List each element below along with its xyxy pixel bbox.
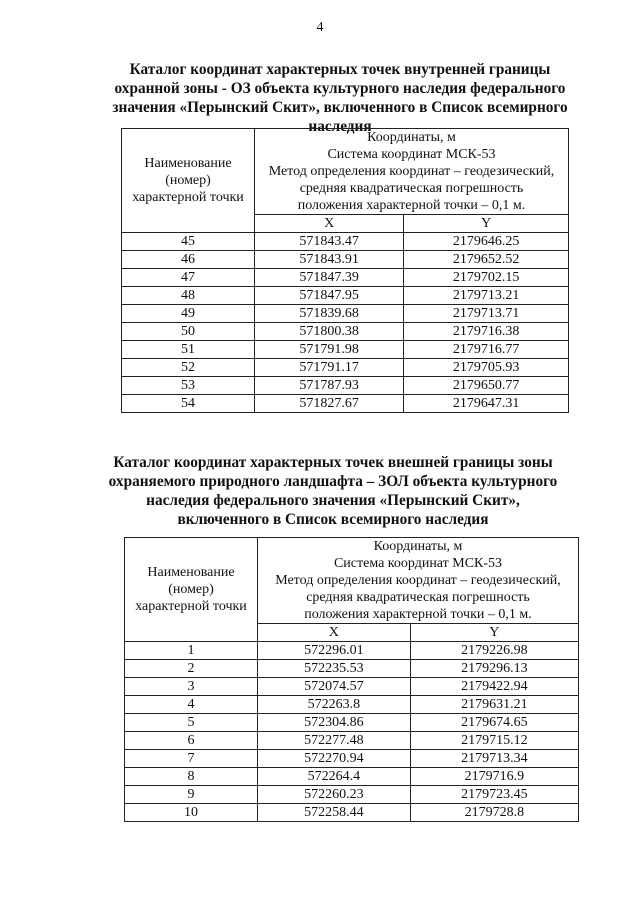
x-coordinate-cell: 571827.67 xyxy=(255,395,404,413)
y-coordinate-cell: 2179631.21 xyxy=(410,696,578,714)
point-number-cell: 5 xyxy=(125,714,258,732)
y-coordinate-cell: 2179713.34 xyxy=(410,750,578,768)
x-coordinate-cell: 572235.53 xyxy=(258,660,411,678)
x-coordinate-cell: 572260.23 xyxy=(258,786,411,804)
table-row xyxy=(122,377,569,395)
point-number-cell: 53 xyxy=(122,377,255,395)
coordinates-table-inner-zone xyxy=(121,128,569,413)
point-number-cell: 9 xyxy=(125,786,258,804)
point-name-header-line: (номер) xyxy=(165,173,211,188)
point-name-header-line: (номер) xyxy=(168,582,214,597)
x-coordinate-cell: 571843.47 xyxy=(255,233,404,251)
x-coordinate-cell: 572270.94 xyxy=(258,750,411,768)
y-coordinate-cell: 2179650.77 xyxy=(404,377,569,395)
x-coordinate-cell: 572264.4 xyxy=(258,768,411,786)
x-coordinate-cell: 571843.91 xyxy=(255,251,404,269)
y-coordinate-cell: 2179716.77 xyxy=(404,341,569,359)
coordinates-header-line: положения характерной точки – 0,1 м. xyxy=(304,607,532,622)
y-header: Y xyxy=(404,215,569,233)
x-coordinate-cell: 571791.98 xyxy=(255,341,404,359)
table-row xyxy=(125,660,579,678)
y-coordinate-cell: 2179728.8 xyxy=(410,804,578,822)
x-coordinate-cell: 572263.8 xyxy=(258,696,411,714)
coordinates-header-line: Координаты, м xyxy=(367,130,456,145)
x-coordinate-cell: 571847.39 xyxy=(255,269,404,287)
table-row xyxy=(122,269,569,287)
y-coordinate-cell: 2179716.38 xyxy=(404,323,569,341)
y-coordinate-cell: 2179647.31 xyxy=(404,395,569,413)
table-header-row xyxy=(122,129,569,215)
table-row xyxy=(125,714,579,732)
point-number-cell: 1 xyxy=(125,642,258,660)
x-coordinate-cell: 572258.44 xyxy=(258,804,411,822)
point-name-header-line: Наименование xyxy=(144,156,232,171)
coordinates-header-line: средняя квадратическая погрешность xyxy=(299,181,524,196)
point-name-header xyxy=(122,129,255,233)
table-row xyxy=(125,804,579,822)
x-coordinate-cell: 572277.48 xyxy=(258,732,411,750)
table-row xyxy=(125,732,579,750)
y-coordinate-cell: 2179422.94 xyxy=(410,678,578,696)
table-row xyxy=(125,678,579,696)
point-number-cell: 50 xyxy=(122,323,255,341)
table-row xyxy=(125,768,579,786)
y-coordinate-cell: 2179296.13 xyxy=(410,660,578,678)
table-row xyxy=(125,750,579,768)
x-header: X xyxy=(258,624,411,642)
table-row xyxy=(122,305,569,323)
table-row xyxy=(122,287,569,305)
x-coordinate-cell: 571787.93 xyxy=(255,377,404,395)
point-name-header-line: Наименование xyxy=(147,565,235,580)
table-row xyxy=(125,786,579,804)
x-coordinate-cell: 571847.95 xyxy=(255,287,404,305)
point-number-cell: 8 xyxy=(125,768,258,786)
coordinates-header-line: Координаты, м xyxy=(373,539,463,554)
point-number-cell: 49 xyxy=(122,305,255,323)
table-row xyxy=(122,359,569,377)
table-row xyxy=(122,233,569,251)
coordinates-header xyxy=(258,538,579,624)
point-number-cell: 4 xyxy=(125,696,258,714)
x-coordinate-cell: 571839.68 xyxy=(255,305,404,323)
point-number-cell: 48 xyxy=(122,287,255,305)
point-name-header xyxy=(125,538,258,642)
x-coordinate-cell: 571800.38 xyxy=(255,323,404,341)
table-row xyxy=(122,323,569,341)
y-coordinate-cell: 2179715.12 xyxy=(410,732,578,750)
point-number-cell: 2 xyxy=(125,660,258,678)
point-number-cell: 3 xyxy=(125,678,258,696)
point-number-cell: 51 xyxy=(122,341,255,359)
coordinates-header xyxy=(255,129,569,215)
coordinates-header-line: положения характерной точки – 0,1 м. xyxy=(297,198,526,213)
point-name-header-line: характерной точки xyxy=(135,599,247,614)
y-coordinate-cell: 2179705.93 xyxy=(404,359,569,377)
table-header-row xyxy=(125,538,579,624)
table-row xyxy=(122,251,569,269)
table-row xyxy=(122,395,569,413)
point-number-cell: 52 xyxy=(122,359,255,377)
coordinates-header-line: Метод определения координат – геодезический, xyxy=(275,573,561,588)
coordinates-table-landscape-zone xyxy=(124,537,579,822)
point-number-cell: 10 xyxy=(125,804,258,822)
point-number-cell: 7 xyxy=(125,750,258,768)
table-row xyxy=(122,341,569,359)
y-coordinate-cell: 2179716.9 xyxy=(410,768,578,786)
point-number-cell: 46 xyxy=(122,251,255,269)
page-number: 4 xyxy=(316,20,324,35)
table-row xyxy=(125,642,579,660)
point-number-cell: 54 xyxy=(122,395,255,413)
y-coordinate-cell: 2179702.15 xyxy=(404,269,569,287)
x-header: X xyxy=(255,215,404,233)
x-coordinate-cell: 572304.86 xyxy=(258,714,411,732)
point-number-cell: 6 xyxy=(125,732,258,750)
y-coordinate-cell: 2179723.45 xyxy=(410,786,578,804)
y-header: Y xyxy=(410,624,578,642)
coordinates-header-line: средняя квадратическая погрешность xyxy=(306,590,530,605)
point-number-cell: 47 xyxy=(122,269,255,287)
x-coordinate-cell: 572074.57 xyxy=(258,678,411,696)
y-coordinate-cell: 2179674.65 xyxy=(410,714,578,732)
coordinates-header-line: Метод определения координат – геодезический, xyxy=(268,164,555,179)
y-coordinate-cell: 2179226.98 xyxy=(410,642,578,660)
point-number-cell: 45 xyxy=(122,233,255,251)
y-coordinate-cell: 2179713.21 xyxy=(404,287,569,305)
x-coordinate-cell: 571791.17 xyxy=(255,359,404,377)
y-coordinate-cell: 2179652.52 xyxy=(404,251,569,269)
point-name-header-line: характерной точки xyxy=(132,190,244,205)
x-coordinate-cell: 572296.01 xyxy=(258,642,411,660)
table-row xyxy=(125,696,579,714)
y-coordinate-cell: 2179646.25 xyxy=(404,233,569,251)
catalog-title-landscape-zone: Каталог координат характерных точек внешней границы зоны охраняемого природного ландшафта – ЗОЛ объекта культурного наследия федерального значения «Перынский Скит», включенного в Список всемирного наследия xyxy=(108,454,558,528)
coordinates-header-line: Система координат МСК-53 xyxy=(327,147,496,162)
catalog-title-inner-zone: Каталог координат характерных точек внутренней границы охранной зоны - ОЗ объекта культурного наследия федерального значения «Перынский Скит», включенного в Список всемирного наследия xyxy=(112,61,568,135)
y-coordinate-cell: 2179713.71 xyxy=(404,305,569,323)
coordinates-header-line: Система координат МСК-53 xyxy=(333,556,503,571)
